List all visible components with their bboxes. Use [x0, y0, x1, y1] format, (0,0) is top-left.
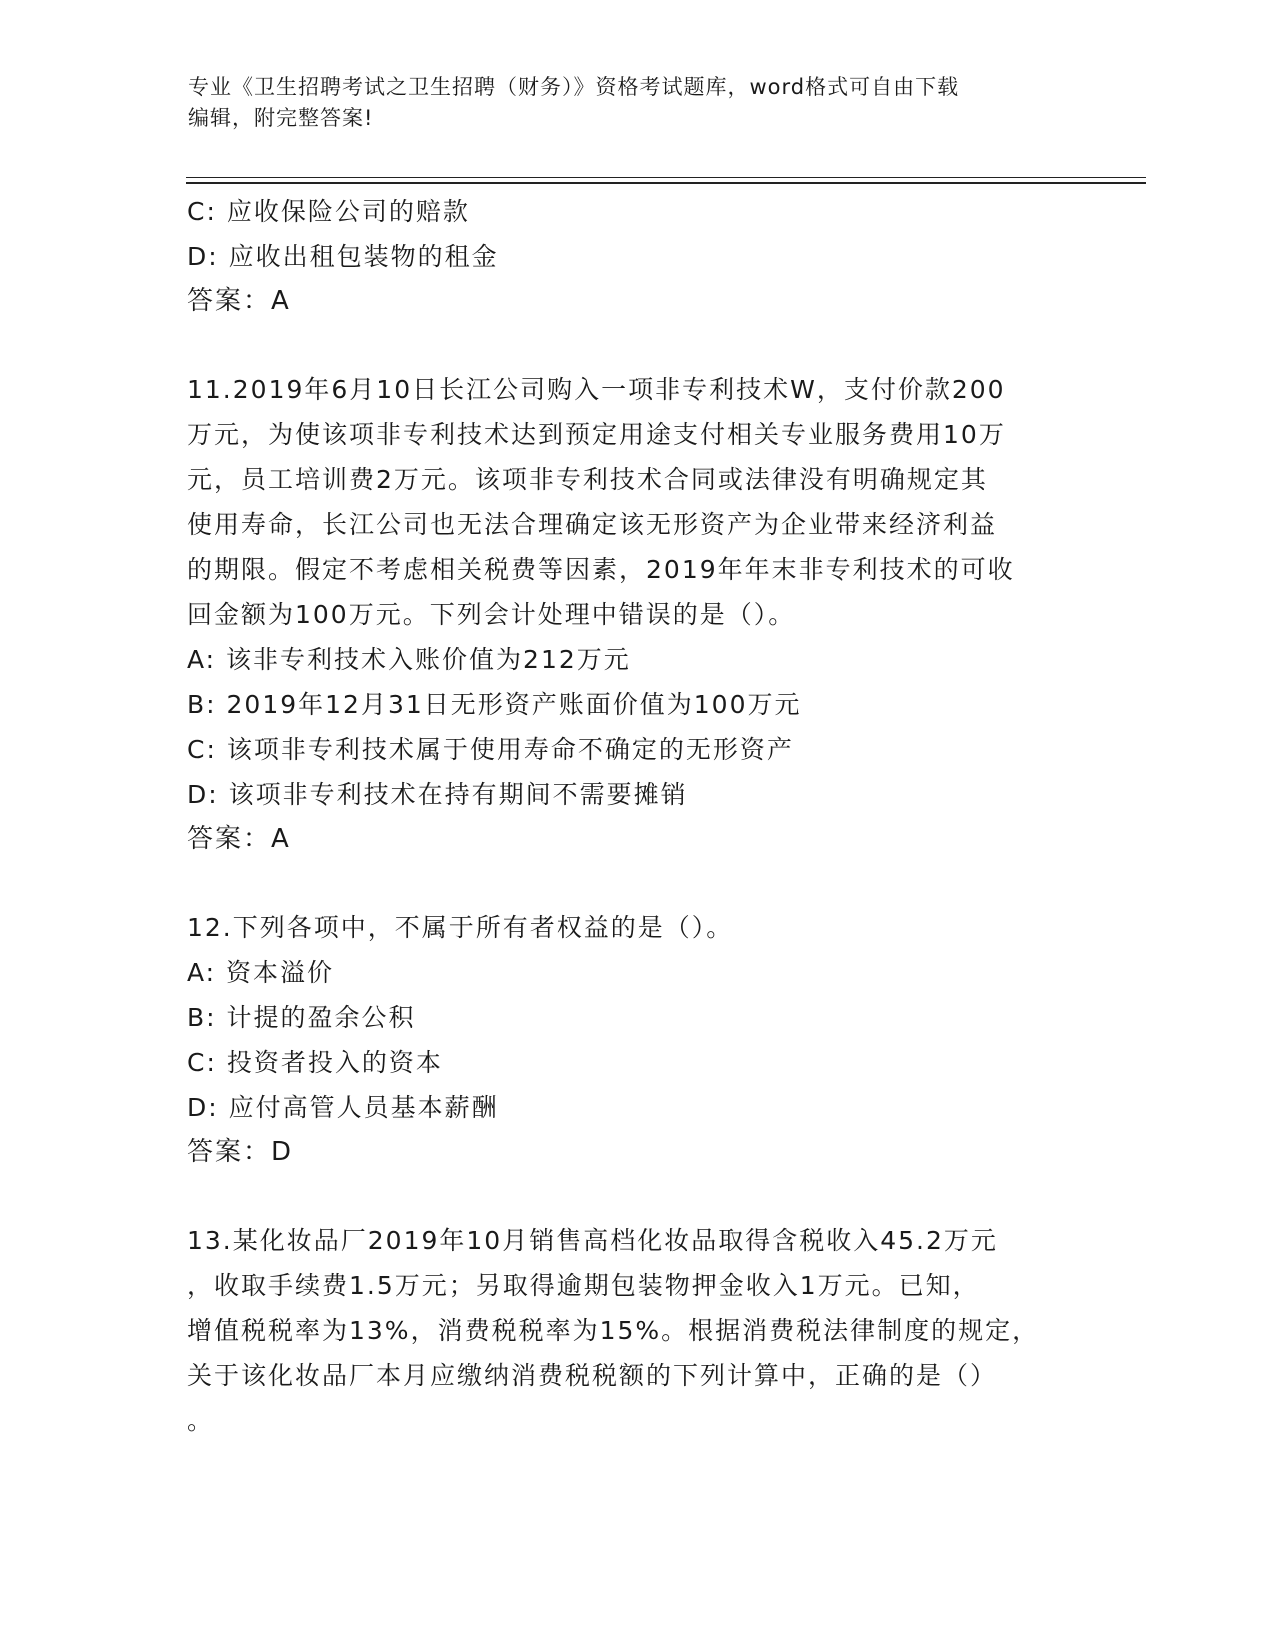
- q11-stem-line: 回金额为100万元。下列会计处理中错误的是（）。: [187, 600, 796, 629]
- q11-option-c: C: 该项非专利技术属于使用寿命不确定的无形资产: [187, 735, 794, 764]
- q11-stem-line: 11.2019年6月10日长江公司购入一项非专利技术W，支付价款200: [187, 375, 1006, 404]
- document-header: [188, 72, 1068, 134]
- question-10-tail: [187, 189, 1067, 324]
- q11-stem-line: 万元，为使该项非专利技术达到预定用途支付相关专业服务费用10万: [187, 420, 1006, 449]
- q11-stem-line: 使用寿命，长江公司也无法合理确定该无形资产为企业带来经济利益: [187, 510, 998, 539]
- q11-option-a: A: 该非专利技术入账价值为212万元: [187, 645, 631, 674]
- q11-option-b: B: 2019年12月31日无形资产账面价值为100万元: [187, 690, 802, 719]
- spacer: [187, 862, 1067, 905]
- q11-stem-line: 的期限。假定不考虑相关税费等因素，2019年年末非专利技术的可收: [187, 555, 1015, 584]
- q12-option-c: C: 投资者投入的资本: [187, 1048, 443, 1077]
- q13-stem-line: 13.某化妆品厂2019年10月销售高档化妆品取得含税收入45.2万元: [187, 1226, 998, 1255]
- header-divider-thick: [186, 182, 1146, 184]
- header-divider-thin: [186, 177, 1146, 178]
- question-11: [187, 367, 1067, 862]
- q11-answer: 答案：A: [187, 824, 291, 854]
- header-line-1: 专业《卫生招聘考试之卫生招聘（财务）》资格考试题库，word格式可自由下载: [188, 75, 960, 99]
- q13-stem-line: 。: [187, 1406, 215, 1435]
- q13-stem-line: 增值税税率为13%，消费税税率为15%。根据消费税法律制度的规定，: [187, 1316, 1040, 1345]
- q11-stem-line: 元，员工培训费2万元。该项非专利技术合同或法律没有明确规定其: [187, 465, 988, 494]
- question-12: [187, 905, 1067, 1175]
- q12-option-b: B: 计提的盈余公积: [187, 1003, 416, 1032]
- q13-stem-line: ，收取手续费1.5万元；另取得逾期包装物押金收入1万元。已知，: [187, 1271, 980, 1300]
- question-13: [187, 1218, 1067, 1443]
- q13-stem-line: 关于该化妆品厂本月应缴纳消费税税额的下列计算中，正确的是（）: [187, 1361, 998, 1390]
- spacer: [187, 324, 1067, 367]
- spacer: [187, 1175, 1067, 1218]
- header-line-2: 编辑，附完整答案!: [188, 106, 374, 130]
- q12-answer: 答案：D: [187, 1137, 294, 1167]
- question-content: [187, 189, 1067, 1443]
- q10-option-d: D: 应收出租包装物的租金: [187, 242, 499, 271]
- q12-option-d: D: 应付高管人员基本薪酬: [187, 1093, 499, 1122]
- q10-answer: 答案：A: [187, 286, 291, 316]
- q12-option-a: A: 资本溢价: [187, 958, 335, 987]
- q10-option-c: C: 应收保险公司的赔款: [187, 197, 470, 226]
- q12-stem: 12.下列各项中，不属于所有者权益的是（）。: [187, 913, 734, 942]
- q11-option-d: D: 该项非专利技术在持有期间不需要摊销: [187, 780, 688, 809]
